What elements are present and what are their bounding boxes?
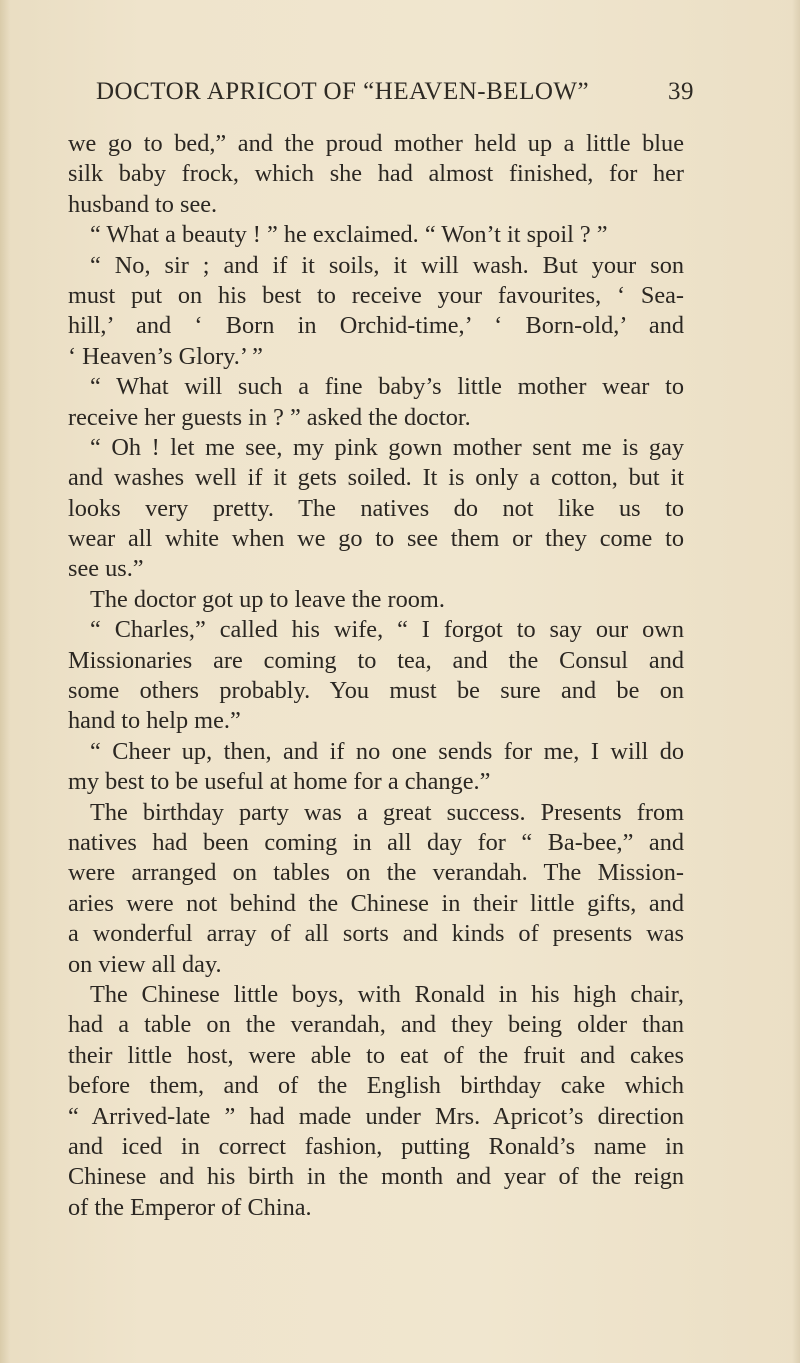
- text-line: my best to be useful at home for a change.”: [68, 768, 491, 796]
- text-line: Chinese and his birth in the month and year of the reign: [68, 1163, 684, 1191]
- text-line: we go to bed,” and the proud mother held up a little blue: [68, 130, 684, 157]
- text-line: were arranged on tables on the verandah. The Mission-: [68, 859, 684, 887]
- text-line: and iced in correct fashion, putting Ronald’s name in: [68, 1132, 684, 1160]
- text-line: The doctor got up to leave the room.: [90, 585, 445, 613]
- text-line: The Chinese little boys, with Ronald in his high chair,: [90, 980, 684, 1008]
- text-line: and washes well if it gets soiled. It is only a cotton, but it: [68, 464, 684, 492]
- page-gutter-shadow: [0, 0, 10, 1363]
- page-edge-shadow: [792, 0, 800, 1363]
- text-line: wear all white when we go to see them or they come to: [68, 525, 684, 553]
- text-line: “ What will such a fine baby’s little mother wear to: [90, 373, 684, 401]
- text-line: some others probably. You must be sure and be on: [68, 677, 684, 705]
- text-line: looks very pretty. The natives do not like us to: [68, 494, 684, 522]
- text-line: silk baby frock, which she had almost finished, for her: [68, 160, 684, 188]
- text-line: Missionaries are coming to tea, and the Consul and: [68, 646, 684, 674]
- text-line: a wonderful array of all sorts and kinds of presents was: [68, 920, 684, 948]
- text-line: receive her guests in ? ” asked the doctor.: [68, 403, 471, 431]
- running-header: [96, 78, 694, 118]
- text-line: hill,’ and ‘ Born in Orchid-time,’ ‘ Born-old,’ and: [68, 312, 684, 340]
- text-line: see us.”: [68, 555, 144, 583]
- text-line: husband to see.: [68, 190, 218, 218]
- text-line: aries were not behind the Chinese in their little gifts, and: [68, 889, 684, 917]
- body-text: [68, 129, 684, 1223]
- running-title: DOCTOR APRICOT OF “HEAVEN-BELOW”: [96, 78, 590, 105]
- page-number: 39: [668, 78, 694, 105]
- text-line: their little host, were able to eat of the fruit and cakes: [68, 1041, 684, 1069]
- text-line: “ No, sir ; and if it soils, it will wash. But your son: [90, 251, 684, 279]
- text-line: had a table on the verandah, and they being older than: [68, 1011, 684, 1039]
- text-line: “ Charles,” called his wife, “ I forgot to say our own: [90, 616, 684, 644]
- text-line: “ Arrived-late ” had made under Mrs. Apricot’s direction: [68, 1102, 684, 1130]
- text-line: natives had been coming in all day for “ Ba-bee,” and: [68, 828, 684, 856]
- text-line: of the Emperor of China.: [68, 1193, 312, 1221]
- text-line: hand to help me.”: [68, 707, 241, 735]
- text-line: “ Cheer up, then, and if no one sends for me, I will do: [90, 737, 684, 765]
- text-line: before them, and of the English birthday cake which: [68, 1072, 684, 1100]
- text-line: ‘ Heaven’s Glory.’ ”: [68, 342, 263, 370]
- text-line: “ What a beauty ! ” he exclaimed. “ Won’t it spoil ? ”: [90, 221, 608, 249]
- text-line: on view all day.: [68, 950, 222, 978]
- text-line: The birthday party was a great success. Presents from: [90, 798, 684, 826]
- text-line: must put on his best to receive your favourites, ‘ Sea-: [68, 281, 684, 309]
- text-line: “ Oh ! let me see, my pink gown mother sent me is gay: [90, 433, 684, 461]
